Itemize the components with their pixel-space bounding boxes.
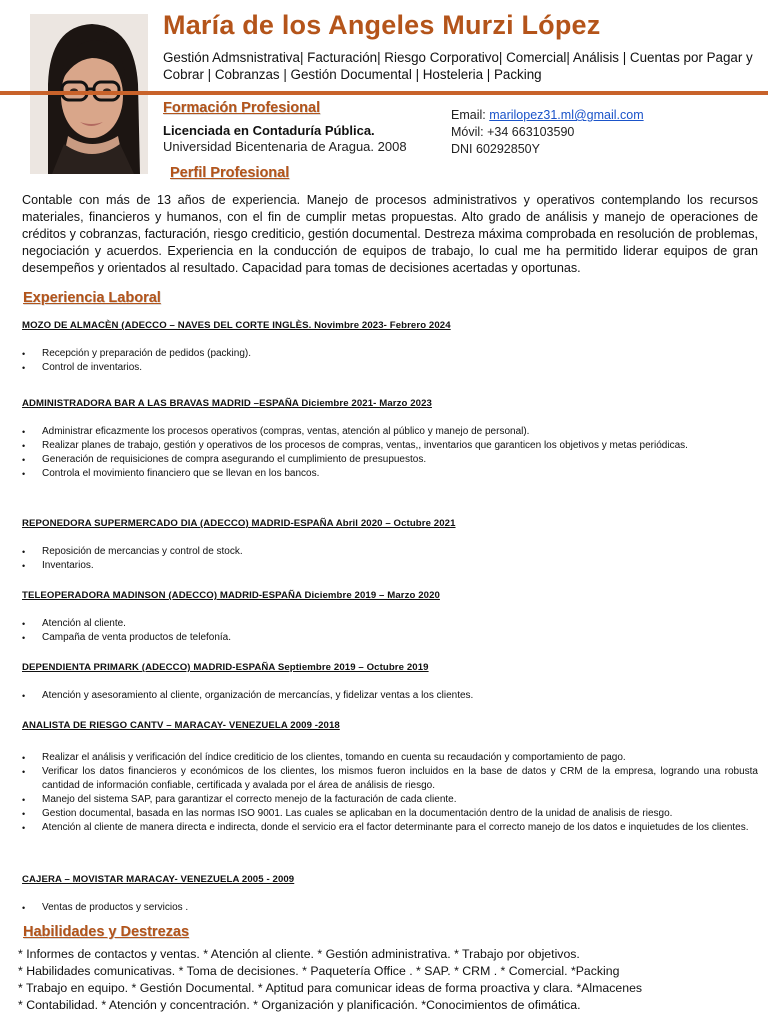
skills-line: * Trabajo en equipo. * Gestión Documental. * Aptitud para comunicar ideas de forma proactiva y clara. *Almacenes xyxy=(18,981,643,995)
job-bullet: • Generación de requisiciones de compra asegurando el cumplimiento de presupuestos. xyxy=(22,453,758,467)
skills-line: * Informes de contactos y ventas. * Atención al cliente. * Gestión administrativa. * Trabajo por objetivos. xyxy=(18,947,580,961)
job-title: TELEOPERADORA MADINSON (ADECCO) MADRID-ESPAÑA Diciembre 2019 – Marzo 2020 xyxy=(22,590,440,601)
job-bullet: • Ventas de productos y servicios . xyxy=(22,901,758,915)
job-title: CAJERA – MOVISTAR MARACAY- VENEZUELA 2005 - 2009 xyxy=(22,874,295,885)
job-bullet: • Atención y asesoramiento al cliente, organización de mercancías, y fidelizar ventas a los clientes. xyxy=(22,689,758,703)
education-university: Universidad Bicentenaria de Aragua. 2008 xyxy=(163,139,407,154)
job-entry xyxy=(22,873,758,915)
profile-text: Contable con más de 13 años de experiencia. Manejo de procesos administrativos y operativos contemplando los recursos materiales, financieros y humanos, con el fin de cumplir metas propuestas. Alto grado de análisis y manejo de operaciones de créditos y cobranzas, facturación, riesgo crediticio, gestión documental. Destreza máxima comprobada en resolución de problemas, negociación y acuerdos. Experiencia en la conducción de equipos de trabajo, lo cual me ha permitido liderar equipos de gran desempeños y orientados al resultado. Capacidad para tomas de decisiones acertadas y oportunas. xyxy=(22,193,758,275)
phone-line: Móvil: +34 663103590 xyxy=(451,125,575,139)
skills-line: * Contabilidad. * Atención y concentración. * Organización y planificación. *Conocimientos de ofimática. xyxy=(18,998,581,1012)
job-bullets xyxy=(22,689,758,703)
job-title: MOZO DE ALMACÈN (ADECCO – NAVES DEL CORTE INGLÈS. Novimbre 2023- Febrero 2024 xyxy=(22,320,451,331)
experience-title: Experiencia Laboral xyxy=(23,290,161,306)
email-label: Email: xyxy=(451,108,486,122)
job-entry xyxy=(22,517,758,589)
job-bullets xyxy=(22,751,758,835)
professional-tagline: Gestión Admsnistrativa| Facturación| Riesgo Corporativo| Comercial| Análisis | Cuentas por Pagar y Cobrar | Cobranzas | Gestión Documental | Hosteleria | Packing xyxy=(163,50,753,82)
job-bullets xyxy=(22,617,758,645)
skills-list xyxy=(18,946,758,1014)
job-bullet: • Atención al cliente de manera directa e indirecta, donde el servicio era el factor determinante para el correcto manejo de los datos e inquietudes de los clientes. xyxy=(22,821,758,835)
dni-line: DNI 60292850Y xyxy=(451,142,540,156)
job-bullets xyxy=(22,545,758,573)
job-bullet: • Realizar planes de trabajo, gestión y operativos de los procesos de compras, ventas,, inventarios que garanticen los objetivos y metas periódicas. xyxy=(22,439,758,453)
job-entry xyxy=(22,719,758,873)
job-bullet: • Manejo del sistema SAP, para garantizar el correcto menejo de la facturación de cada cliente. xyxy=(22,793,758,807)
job-bullet: • Control de inventarios. xyxy=(22,361,758,375)
skills-title: Habilidades y Destrezas xyxy=(23,924,190,940)
job-bullets xyxy=(22,347,758,375)
job-entry xyxy=(22,319,758,397)
email-line xyxy=(451,107,644,124)
education-title: Formación Profesional xyxy=(163,100,321,116)
job-bullet: • Atención al cliente. xyxy=(22,617,758,631)
job-bullet: • Recepción y preparación de pedidos (packing). xyxy=(22,347,758,361)
experience-list xyxy=(22,319,758,915)
job-title: DEPENDIENTA PRIMARK (ADECCO) MADRID-ESPAÑA Septiembre 2019 – Octubre 2019 xyxy=(22,662,429,673)
job-bullet: • Administrar eficazmente los procesos operativos (compras, ventas, atención al público y manejo de personal). xyxy=(22,425,758,439)
job-bullet: • Campaña de venta productos de telefonía. xyxy=(22,631,758,645)
job-bullet: • Realizar el análisis y verificación del índice crediticio de los clientes, tomando en cuenta su recaudación y comportamiento de pago. xyxy=(22,751,758,765)
email-link[interactable]: marilopez31.ml@gmail.com xyxy=(489,108,644,122)
job-title: ADMINISTRADORA BAR A LAS BRAVAS MADRID –ESPAÑA Diciembre 2021- Marzo 2023 xyxy=(22,398,432,409)
job-entry xyxy=(22,661,758,719)
header-divider xyxy=(0,91,768,95)
candidate-name: María de los Angeles Murzi López xyxy=(163,10,601,40)
skills-line: * Habilidades comunicativas. * Toma de decisiones. * Paquetería Office . * SAP. * CRM . * Comercial. *Packing xyxy=(18,964,620,978)
education-degree: Licenciada en Contaduría Pública. xyxy=(163,123,375,138)
profile-title: Perfil Profesional xyxy=(170,165,290,181)
job-bullet: • Inventarios. xyxy=(22,559,758,573)
job-bullets xyxy=(22,901,758,915)
job-bullet: • Gestion documental, basada en las normas ISO 9001. Las cuales se aplicaban en la documentación dentro de la unidad de analisis de riesgo. xyxy=(22,807,758,821)
job-title: REPONEDORA SUPERMERCADO DIA (ADECCO) MADRID-ESPAÑA Abril 2020 – Octubre 2021 xyxy=(22,518,456,529)
job-entry xyxy=(22,589,758,661)
job-bullets xyxy=(22,425,758,481)
job-bullet: • Controla el movimiento financiero que se llevan en los bancos. xyxy=(22,467,758,481)
job-entry xyxy=(22,397,758,517)
job-bullet: • Reposición de mercancias y control de stock. xyxy=(22,545,758,559)
job-title: ANALISTA DE RIESGO CANTV – MARACAY- VENEZUELA 2009 -2018 xyxy=(22,720,340,731)
job-bullet: • Verificar los datos financieros y económicos de los clientes, los mismos fueron incluidos en la base de datos y CRM de la empresa, logrando una robusta cantidad de información confiable, certificada y avalada por el área de análisis de riesgo. xyxy=(22,765,758,793)
contact-block xyxy=(451,107,644,158)
